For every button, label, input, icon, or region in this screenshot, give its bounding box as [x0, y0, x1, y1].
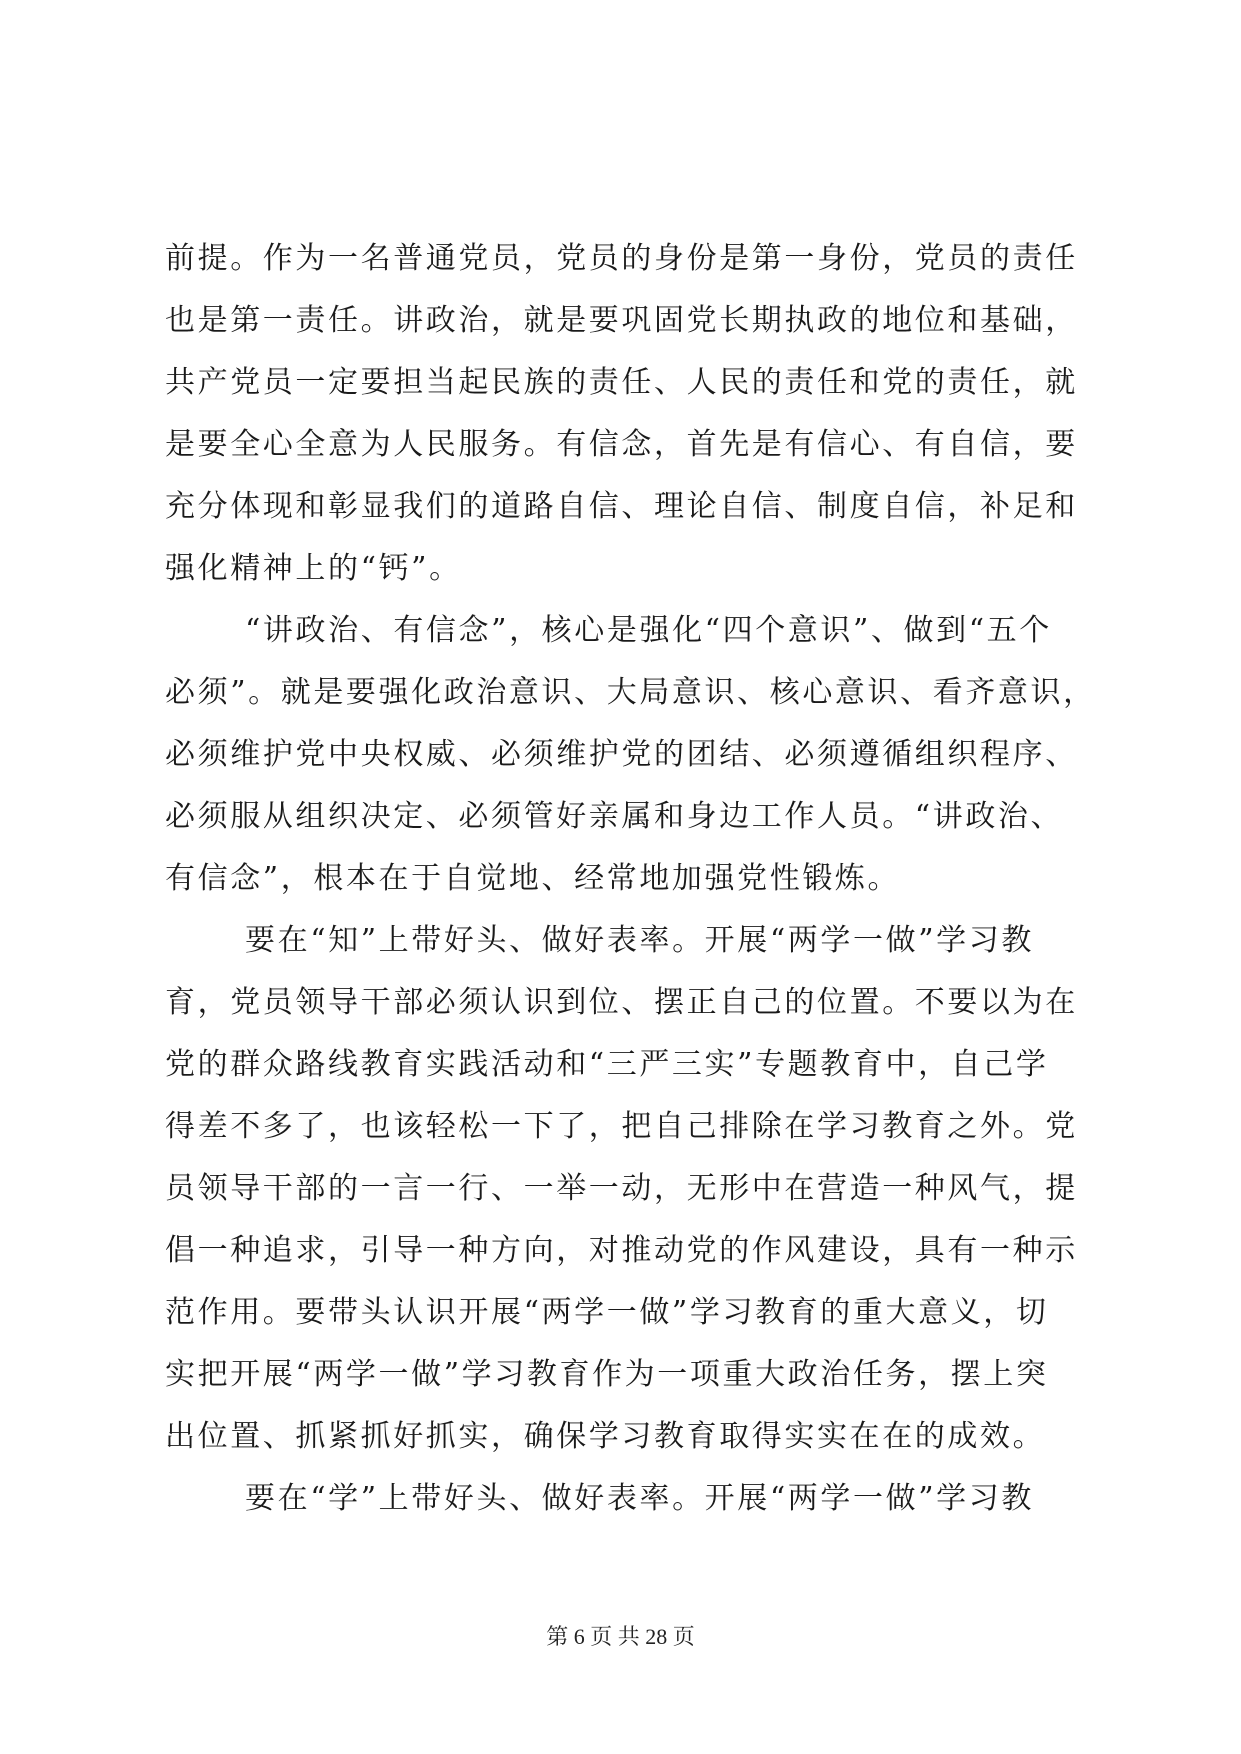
text-line: 要在“学”上带好头、做好表率。开展“两学一做”学习教: [245, 1481, 1034, 1516]
body-text: [165, 228, 1096, 1530]
text-line: 有信念”，根本在于自觉地、经常地加强党性锻炼。: [165, 861, 901, 896]
text-line: 必须”。就是要强化政治意识、大局意识、核心意识、看齐意识，: [165, 675, 1096, 710]
text-line: 倡一种追求，引导一种方向，对推动党的作风建设，具有一种示: [165, 1233, 1078, 1268]
text-line: 要在“知”上带好头、做好表率。开展“两学一做”学习教: [245, 923, 1034, 958]
text-line: 共产党员一定要担当起民族的责任、人民的责任和党的责任，就: [165, 365, 1078, 400]
text-line: 必须服从组织决定、必须管好亲属和身边工作人员。“讲政治、: [165, 799, 1064, 834]
text-line: 强化精神上的“钙”。: [165, 551, 462, 586]
text-line: 出位置、抓紧抓好抓实，确保学习教育取得实实在在的成效。: [165, 1419, 1046, 1454]
text-line: “讲政治、有信念”，核心是强化“四个意识”、做到“五个: [245, 613, 1052, 648]
text-line: 实把开展“两学一做”学习教育作为一项重大政治任务，摆上突: [165, 1357, 1049, 1392]
text-line: 前提。作为一名普通党员，党员的身份是第一身份，党员的责任: [165, 241, 1078, 276]
text-line: 是要全心全意为人民服务。有信念，首先是有信心、有自信，要: [165, 427, 1078, 462]
text-line: 范作用。要带头认识开展“两学一做”学习教育的重大意义，切: [165, 1295, 1049, 1330]
text-line: 充分体现和彰显我们的道路自信、理论自信、制度自信，补足和: [165, 489, 1078, 524]
text-line: 得差不多了，也该轻松一下了，把自己排除在学习教育之外。党: [165, 1109, 1078, 1144]
text-line: 必须维护党中央权威、必须维护党的团结、必须遵循组织程序、: [165, 737, 1078, 772]
text-line: 育，党员领导干部必须认识到位、摆正自己的位置。不要以为在: [165, 985, 1078, 1020]
text-line: 员领导干部的一言一行、一举一动，无形中在营造一种风气，提: [165, 1171, 1078, 1206]
text-line: 也是第一责任。讲政治，就是要巩固党长期执政的地位和基础，: [165, 303, 1078, 338]
text-line: 党的群众路线教育实践活动和“三严三实”专题教育中，自己学: [165, 1047, 1049, 1082]
page-footer: 第 6 页 共 28 页: [546, 1624, 695, 1649]
